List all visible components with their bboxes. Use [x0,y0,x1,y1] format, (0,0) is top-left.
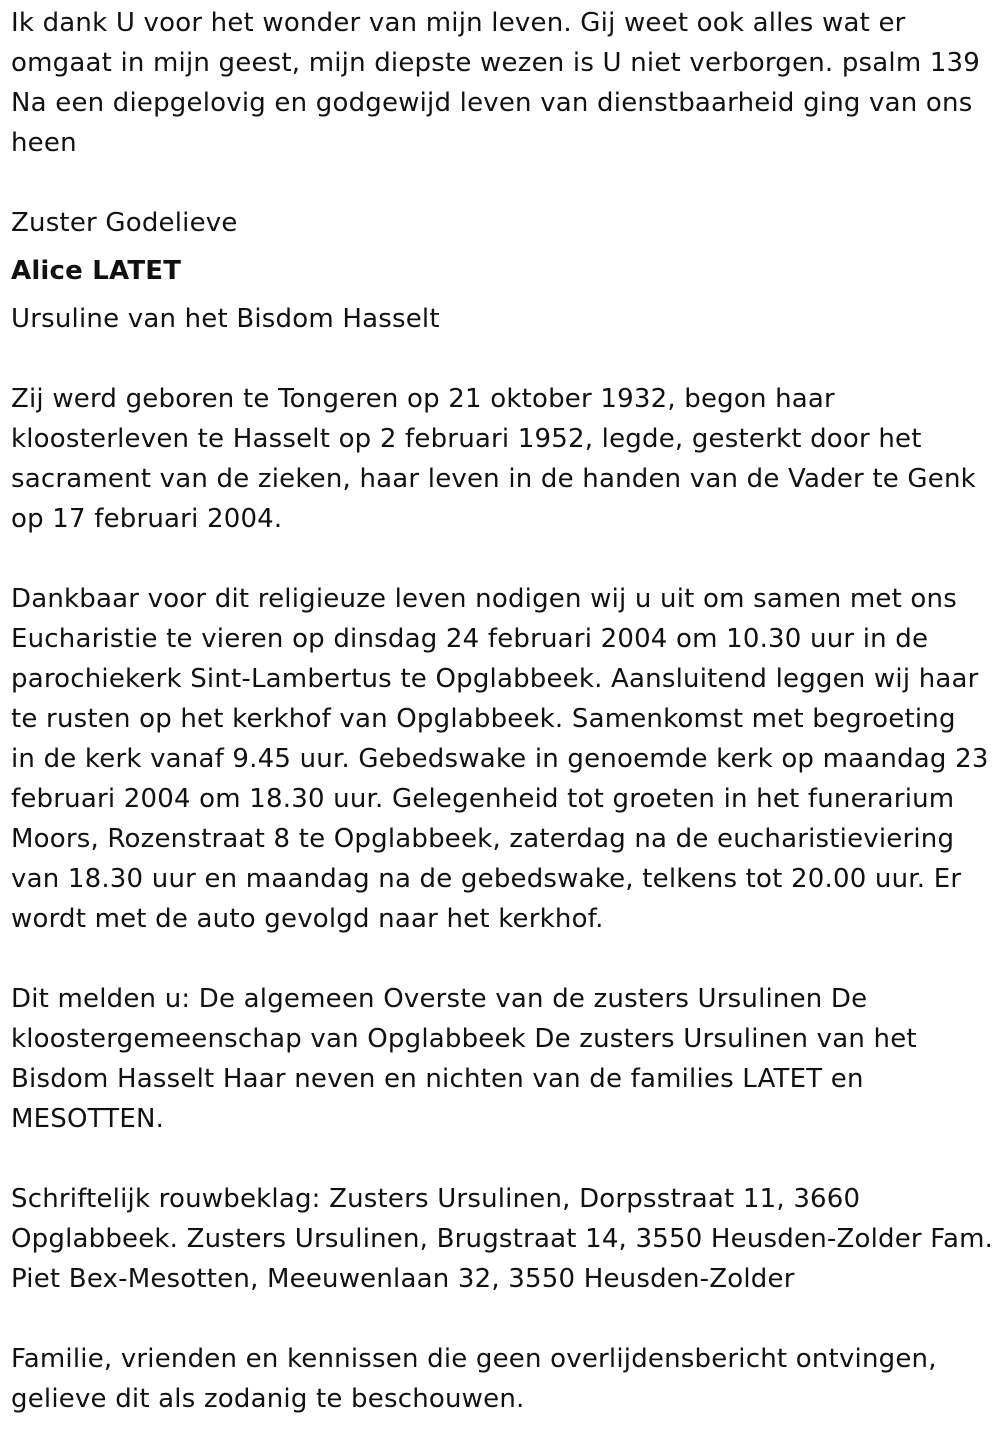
intro-paragraph [11,3,990,163]
spacer [11,291,990,299]
biography-line: Zij werd geboren te Tongeren op 21 oktober 1932, begon haar [11,384,835,414]
spacer [11,1299,990,1339]
spacer [11,243,990,251]
ceremony-line: van 18.30 uur en maandag na de gebedswake, telkens tot 20.00 uur. Er [11,864,962,894]
biography-line: kloosterleven te Hasselt op 2 februari 1952, legde, gesterkt door het [11,424,922,454]
biography-paragraph [11,379,990,539]
person-block [11,203,990,339]
closing-line: gelieve dit als zodanig te beschouwen. [11,1384,525,1414]
ceremony-line: parochiekerk Sint-Lambertus te Opglabbeek. Aansluitend leggen wij haar [11,664,979,694]
intro-line: omgaat in mijn geest, mijn diepste wezen is U niet verborgen. psalm 139 [11,48,981,78]
announcers-line: kloostergemeenschap van Opglabbeek De zusters Ursulinen van het [11,1024,917,1054]
intro-line: Ik dank U voor het wonder van mijn leven. Gij weet ook alles wat er [11,8,906,38]
ceremony-line: Eucharistie te vieren op dinsdag 24 februari 2004 om 10.30 uur in de [11,624,929,654]
person-name: Alice LATET [11,256,182,286]
ceremony-line: Moors, Rozenstraat 8 te Opglabbeek, zaterdag na de eucharistieviering [11,824,955,854]
condolences-line: Opglabbeek. Zusters Ursulinen, Brugstraat 14, 3550 Heusden-Zolder Fam. [11,1224,994,1254]
announcers-line: MESOTTEN. [11,1104,165,1134]
ceremony-line: in de kerk vanaf 9.45 uur. Gebedswake in genoemde kerk op maandag 23 [11,744,989,774]
announcers-line: Dit melden u: De algemeen Overste van de zusters Ursulinen De [11,984,868,1014]
spacer [11,163,990,203]
ceremony-line: te rusten op het kerkhof van Opglabbeek. Samenkomst met begroeting [11,704,956,734]
spacer [11,339,990,379]
closing-line: Familie, vrienden en kennissen die geen overlijdensbericht ontvingen, [11,1344,937,1374]
closing-paragraph [11,1339,990,1419]
spacer [11,1139,990,1179]
biography-line: sacrament van de zieken, haar leven in de handen van de Vader te Genk [11,464,976,494]
ceremony-paragraph [11,579,990,939]
condolences-line: Schriftelijk rouwbeklag: Zusters Ursulinen, Dorpsstraat 11, 3660 [11,1184,861,1214]
religious-order: Ursuline van het Bisdom Hasselt [11,304,440,334]
condolences-line: Piet Bex-Mesotten, Meeuwenlaan 32, 3550 Heusden-Zolder [11,1264,795,1294]
announcers-line: Bisdom Hasselt Haar neven en nichten van de families LATET en [11,1064,864,1094]
spacer [11,939,990,979]
intro-line: heen [11,128,77,158]
ceremony-line: februari 2004 om 18.30 uur. Gelegenheid tot groeten in het funerarium [11,784,955,814]
announcers-paragraph [11,979,990,1139]
ceremony-line: wordt met de auto gevolgd naar het kerkhof. [11,904,604,934]
intro-line: Na een diepgelovig en godgewijd leven van dienstbaarheid ging van ons [11,88,973,118]
condolences-paragraph [11,1179,994,1299]
biography-line: op 17 februari 2004. [11,504,283,534]
ceremony-line: Dankbaar voor dit religieuze leven nodigen wij u uit om samen met ons [11,584,957,614]
religious-name: Zuster Godelieve [11,208,238,238]
spacer [11,539,990,579]
